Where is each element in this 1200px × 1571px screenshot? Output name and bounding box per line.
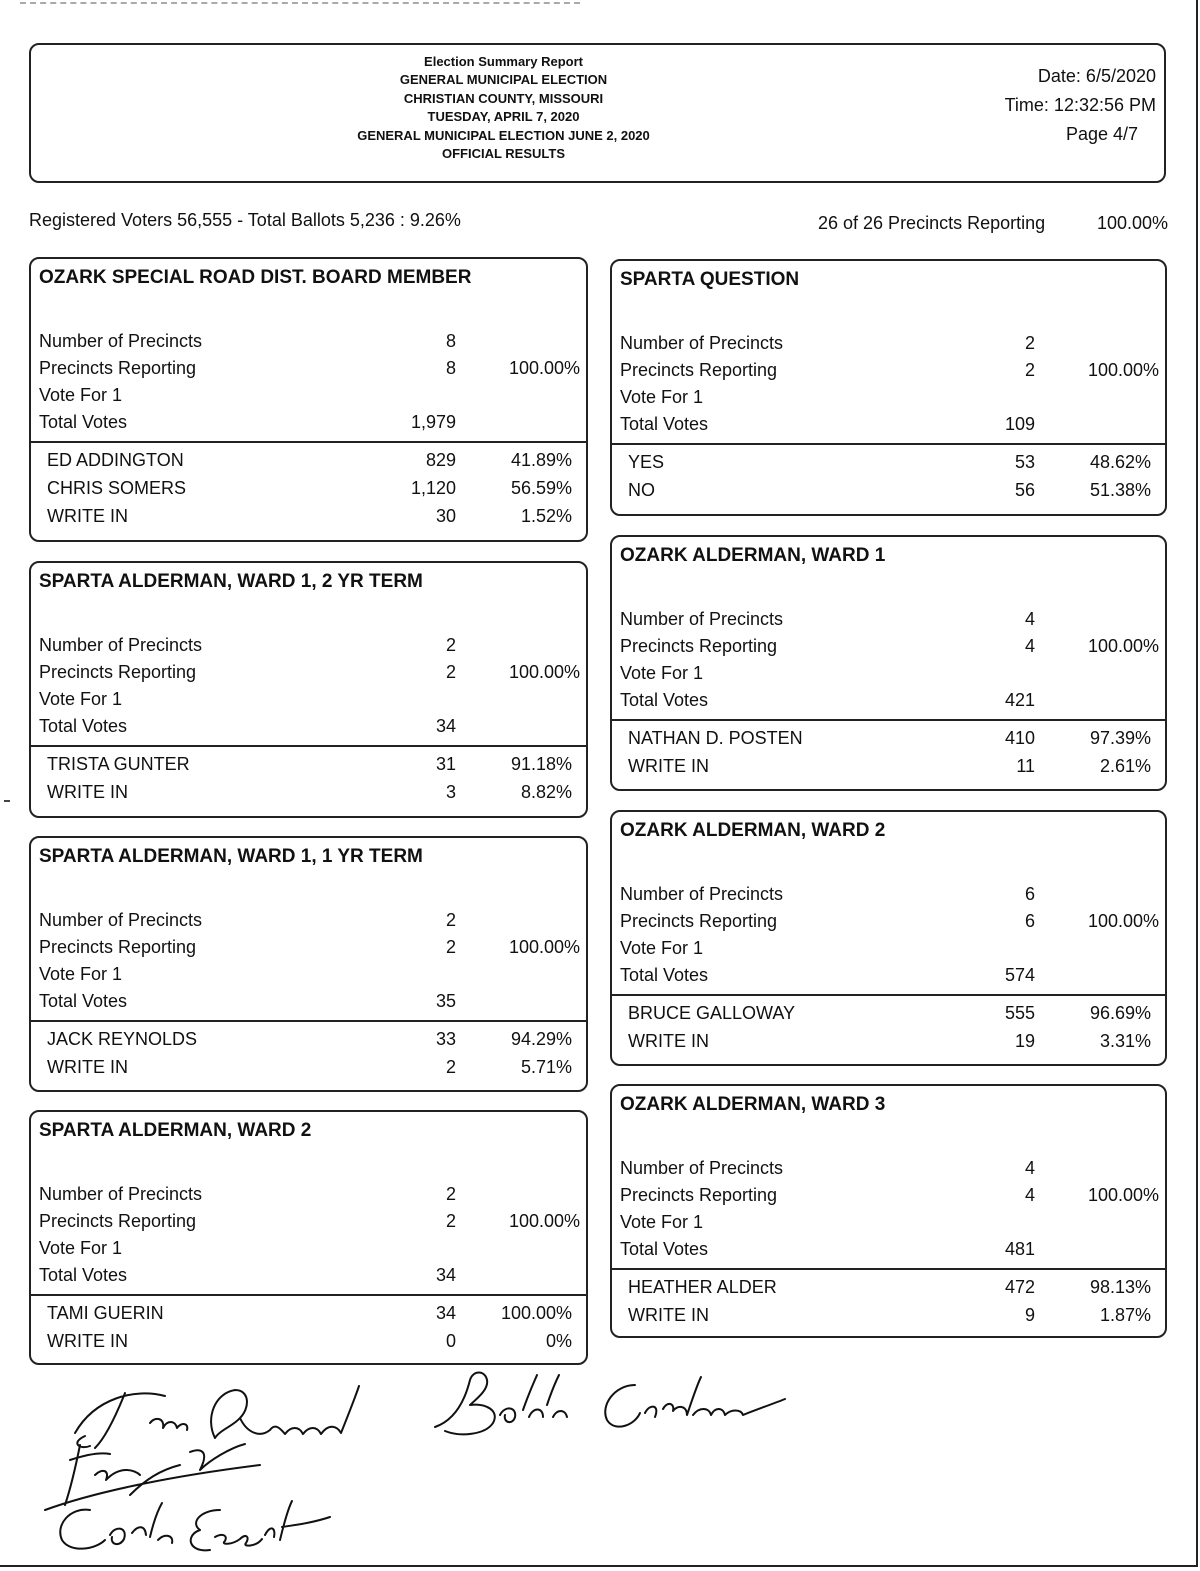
stat-label: Precincts Reporting xyxy=(39,358,197,378)
stat-label: Number of Precincts xyxy=(620,1158,784,1178)
report-title: Election Summary Report xyxy=(424,54,583,69)
total-votes-row xyxy=(31,991,586,1018)
candidate-name: WRITE IN xyxy=(47,506,128,526)
stat-value: 35 xyxy=(435,991,456,1011)
results-status: OFFICIAL RESULTS xyxy=(441,146,566,162)
stat-percent: 100.00% xyxy=(1087,911,1159,931)
candidate-percent: 48.62% xyxy=(1089,452,1151,472)
stat-label: Number of Precincts xyxy=(39,1184,203,1204)
candidate-percent: 3.31% xyxy=(1099,1031,1151,1051)
stat-value: 8 xyxy=(445,358,456,378)
candidate-percent: 56.59% xyxy=(510,478,572,498)
candidate-votes: 56 xyxy=(1014,480,1035,500)
report-title-block xyxy=(331,53,676,163)
contest-title: OZARK ALDERMAN, WARD 3 xyxy=(620,1094,886,1115)
candidate-row xyxy=(31,1303,586,1331)
stat-value: 1,979 xyxy=(410,412,456,432)
total-votes-row xyxy=(31,1265,586,1292)
candidate-percent: 96.69% xyxy=(1089,1003,1151,1023)
stat-value: 6 xyxy=(1024,911,1035,931)
candidate-row xyxy=(612,1277,1165,1305)
candidate-votes: 0 xyxy=(445,1331,456,1351)
precincts-reporting-row xyxy=(31,1211,586,1238)
stat-label: Precincts Reporting xyxy=(620,636,778,656)
contest-title: OZARK SPECIAL ROAD DIST. BOARD MEMBER xyxy=(39,267,472,288)
number-of-precincts-row xyxy=(31,910,586,937)
candidate-row xyxy=(612,452,1165,480)
total-votes-row xyxy=(31,412,586,439)
report-meta xyxy=(896,62,1156,149)
candidate-name: WRITE IN xyxy=(628,1031,709,1051)
stat-percent: 100.00% xyxy=(1087,1185,1159,1205)
stat-value: 4 xyxy=(1024,1185,1035,1205)
stat-label: Total Votes xyxy=(620,690,709,710)
stat-label: Precincts Reporting xyxy=(39,1211,197,1231)
stat-label: Number of Precincts xyxy=(620,609,784,629)
contest-box xyxy=(29,561,588,818)
stat-label: Total Votes xyxy=(39,991,128,1011)
candidate-votes: 11 xyxy=(1016,756,1035,776)
precincts-reporting-row xyxy=(31,662,586,689)
candidate-votes: 53 xyxy=(1014,452,1035,472)
signature-bobbi-graham xyxy=(425,1365,805,1445)
stat-label: Precincts Reporting xyxy=(620,911,778,931)
number-of-precincts-row xyxy=(31,331,586,358)
stat-label: Number of Precincts xyxy=(39,910,203,930)
page-number: Page 4/7 xyxy=(1065,124,1138,144)
candidate-percent: 1.52% xyxy=(520,506,572,526)
candidate-votes: 410 xyxy=(1004,728,1035,748)
candidate-name: WRITE IN xyxy=(47,782,128,802)
candidate-votes: 33 xyxy=(435,1029,456,1049)
stat-percent: 100.00% xyxy=(1087,636,1159,656)
candidate-row xyxy=(612,728,1165,756)
stat-label: Total Votes xyxy=(620,414,709,434)
contest-box xyxy=(610,259,1167,516)
candidate-name: WRITE IN xyxy=(628,1305,709,1325)
contest-box xyxy=(29,257,588,542)
vote-for-row xyxy=(612,938,1165,965)
number-of-precincts-row xyxy=(31,1184,586,1211)
candidate-votes: 555 xyxy=(1004,1003,1035,1023)
contest-title: SPARTA ALDERMAN, WARD 1, 1 YR TERM xyxy=(39,846,423,867)
candidate-row xyxy=(612,1003,1165,1031)
stat-percent: 100.00% xyxy=(508,358,580,378)
candidate-percent: 100.00% xyxy=(500,1303,572,1323)
stat-value: 574 xyxy=(1004,965,1035,985)
voter-summary: Registered Voters 56,555 - Total Ballots 5,236 : 9.26% xyxy=(29,210,461,230)
vote-for-row xyxy=(31,964,586,991)
stat-value: 481 xyxy=(1004,1239,1035,1259)
candidate-votes: 19 xyxy=(1014,1031,1035,1051)
vote-for-row xyxy=(31,689,586,716)
stat-value: 4 xyxy=(1024,609,1035,629)
candidate-row xyxy=(31,1029,586,1057)
stat-label: Number of Precincts xyxy=(39,331,203,351)
number-of-precincts-row xyxy=(31,635,586,662)
candidate-votes: 472 xyxy=(1004,1277,1035,1297)
rescheduled-election: GENERAL MUNICIPAL ELECTION JUNE 2, 2020 xyxy=(357,127,650,143)
stat-value: 2 xyxy=(445,1211,456,1231)
candidate-row xyxy=(31,506,586,534)
results-divider xyxy=(31,441,586,443)
stat-label: Number of Precincts xyxy=(620,884,784,904)
precincts-reporting-row xyxy=(612,360,1165,387)
precincts-reporting-row xyxy=(31,937,586,964)
candidate-name: WRITE IN xyxy=(47,1057,128,1077)
candidate-votes: 31 xyxy=(435,754,456,774)
report-date: Date: 6/5/2020 xyxy=(1037,66,1156,86)
stat-value: 2 xyxy=(445,937,456,957)
results-divider xyxy=(612,443,1165,445)
candidate-name: WRITE IN xyxy=(47,1331,128,1351)
candidate-row xyxy=(31,478,586,506)
stat-label: Total Votes xyxy=(620,1239,709,1259)
stat-value: 34 xyxy=(435,1265,456,1285)
stat-value: 2 xyxy=(445,662,456,682)
candidate-votes: 1,120 xyxy=(410,478,456,498)
number-of-precincts-row xyxy=(612,884,1165,911)
stat-value: 2 xyxy=(445,635,456,655)
stat-label: Number of Precincts xyxy=(620,333,784,353)
candidate-percent: 91.18% xyxy=(510,754,572,774)
stat-label: Vote For 1 xyxy=(620,387,704,407)
scan-artifact-line xyxy=(20,2,580,4)
stat-value: 109 xyxy=(1004,414,1035,434)
stat-value: 421 xyxy=(1004,690,1035,710)
stat-value: 6 xyxy=(1024,884,1035,904)
election-name: GENERAL MUNICIPAL ELECTION xyxy=(399,72,608,88)
stat-value: 34 xyxy=(435,716,456,736)
results-divider xyxy=(31,1020,586,1022)
candidate-row xyxy=(31,1057,586,1085)
stat-value: 2 xyxy=(445,1184,456,1204)
number-of-precincts-row xyxy=(612,333,1165,360)
results-divider xyxy=(612,994,1165,996)
stat-label: Vote For 1 xyxy=(39,964,123,984)
precincts-reporting-summary: 26 of 26 Precincts Reporting xyxy=(818,213,1046,233)
results-divider xyxy=(31,1294,586,1296)
candidate-percent: 2.61% xyxy=(1099,756,1151,776)
contest-title: OZARK ALDERMAN, WARD 1 xyxy=(620,545,886,566)
vote-for-row xyxy=(612,387,1165,414)
stat-label: Number of Precincts xyxy=(39,635,203,655)
signature-carla-essick xyxy=(50,1495,350,1565)
candidate-row xyxy=(31,782,586,810)
candidate-percent: 1.87% xyxy=(1099,1305,1151,1325)
candidate-name: NATHAN D. POSTEN xyxy=(628,728,803,748)
candidate-votes: 30 xyxy=(435,506,456,526)
candidate-row xyxy=(31,754,586,782)
contest-title: OZARK ALDERMAN, WARD 2 xyxy=(620,820,886,841)
stat-percent: 100.00% xyxy=(508,937,580,957)
candidate-name: HEATHER ALDER xyxy=(628,1277,777,1297)
total-votes-row xyxy=(612,1239,1165,1266)
candidate-percent: 97.39% xyxy=(1089,728,1151,748)
contest-title: SPARTA ALDERMAN, WARD 2 xyxy=(39,1120,312,1141)
candidate-percent: 5.71% xyxy=(520,1057,572,1077)
candidate-row xyxy=(612,480,1165,508)
stat-value: 2 xyxy=(1024,360,1035,380)
stat-label: Total Votes xyxy=(39,412,128,432)
results-divider xyxy=(612,719,1165,721)
number-of-precincts-row xyxy=(612,1158,1165,1185)
election-date: TUESDAY, APRIL 7, 2020 xyxy=(427,109,580,125)
candidate-row xyxy=(612,1305,1165,1333)
total-votes-row xyxy=(612,690,1165,717)
stat-label: Total Votes xyxy=(39,716,128,736)
contest-box xyxy=(610,810,1167,1066)
stat-value: 8 xyxy=(445,331,456,351)
stat-percent: 100.00% xyxy=(1087,360,1159,380)
stat-percent: 100.00% xyxy=(508,662,580,682)
candidate-name: YES xyxy=(628,452,665,472)
candidate-name: WRITE IN xyxy=(628,756,709,776)
candidate-votes: 829 xyxy=(425,450,456,470)
report-time: Time: 12:32:56 PM xyxy=(1004,95,1156,115)
candidate-name: TRISTA GUNTER xyxy=(47,754,190,774)
precincts-reporting-row xyxy=(612,911,1165,938)
candidate-name: TAMI GUERIN xyxy=(47,1303,164,1323)
number-of-precincts-row xyxy=(612,609,1165,636)
candidate-name: NO xyxy=(628,480,655,500)
candidate-votes: 9 xyxy=(1024,1305,1035,1325)
candidate-percent: 0% xyxy=(545,1331,572,1351)
candidate-votes: 3 xyxy=(445,782,456,802)
precincts-reporting-row xyxy=(612,1185,1165,1212)
contest-title: SPARTA QUESTION xyxy=(620,269,800,290)
stat-percent: 100.00% xyxy=(508,1211,580,1231)
stat-label: Vote For 1 xyxy=(620,663,704,683)
contest-box xyxy=(610,535,1167,791)
vote-for-row xyxy=(612,663,1165,690)
stat-value: 4 xyxy=(1024,1158,1035,1178)
total-votes-row xyxy=(612,414,1165,441)
margin-mark xyxy=(4,800,10,802)
candidate-votes: 2 xyxy=(445,1057,456,1077)
stat-label: Vote For 1 xyxy=(39,689,123,709)
results-divider xyxy=(31,745,586,747)
candidate-percent: 98.13% xyxy=(1089,1277,1151,1297)
precincts-reporting-row xyxy=(31,358,586,385)
stat-label: Total Votes xyxy=(39,1265,128,1285)
stat-value: 2 xyxy=(1024,333,1035,353)
stat-label: Precincts Reporting xyxy=(39,937,197,957)
candidate-percent: 51.38% xyxy=(1089,480,1151,500)
candidate-row xyxy=(31,450,586,478)
total-votes-row xyxy=(612,965,1165,992)
stat-label: Precincts Reporting xyxy=(39,662,197,682)
vote-for-row xyxy=(31,385,586,412)
stat-label: Precincts Reporting xyxy=(620,360,778,380)
candidate-votes: 34 xyxy=(435,1303,456,1323)
candidate-percent: 41.89% xyxy=(510,450,572,470)
candidate-name: ED ADDINGTON xyxy=(47,450,184,470)
candidate-row xyxy=(31,1331,586,1359)
contest-box xyxy=(29,1110,588,1365)
candidate-name: CHRIS SOMERS xyxy=(47,478,187,498)
report-header xyxy=(29,43,1166,183)
stat-value: 4 xyxy=(1024,636,1035,656)
stat-label: Vote For 1 xyxy=(39,1238,123,1258)
stat-label: Vote For 1 xyxy=(39,385,123,405)
stat-label: Total Votes xyxy=(620,965,709,985)
stat-label: Vote For 1 xyxy=(620,1212,704,1232)
vote-for-row xyxy=(612,1212,1165,1239)
results-divider xyxy=(612,1268,1165,1270)
stat-value: 2 xyxy=(445,910,456,930)
total-votes-row xyxy=(31,716,586,743)
candidate-row xyxy=(612,1031,1165,1059)
candidate-percent: 8.82% xyxy=(520,782,572,802)
contest-title: SPARTA ALDERMAN, WARD 1, 2 YR TERM xyxy=(39,571,423,592)
candidate-percent: 94.29% xyxy=(510,1029,572,1049)
stat-label: Vote For 1 xyxy=(620,938,704,958)
stat-label: Precincts Reporting xyxy=(620,1185,778,1205)
vote-for-row xyxy=(31,1238,586,1265)
candidate-name: BRUCE GALLOWAY xyxy=(628,1003,796,1023)
contest-box xyxy=(610,1084,1167,1338)
candidate-name: JACK REYNOLDS xyxy=(47,1029,198,1049)
precincts-reporting-row xyxy=(612,636,1165,663)
county-name: CHRISTIAN COUNTY, MISSOURI xyxy=(403,90,604,106)
contest-box xyxy=(29,836,588,1092)
candidate-row xyxy=(612,756,1165,784)
precincts-reporting-percent: 100.00% xyxy=(1096,213,1168,233)
